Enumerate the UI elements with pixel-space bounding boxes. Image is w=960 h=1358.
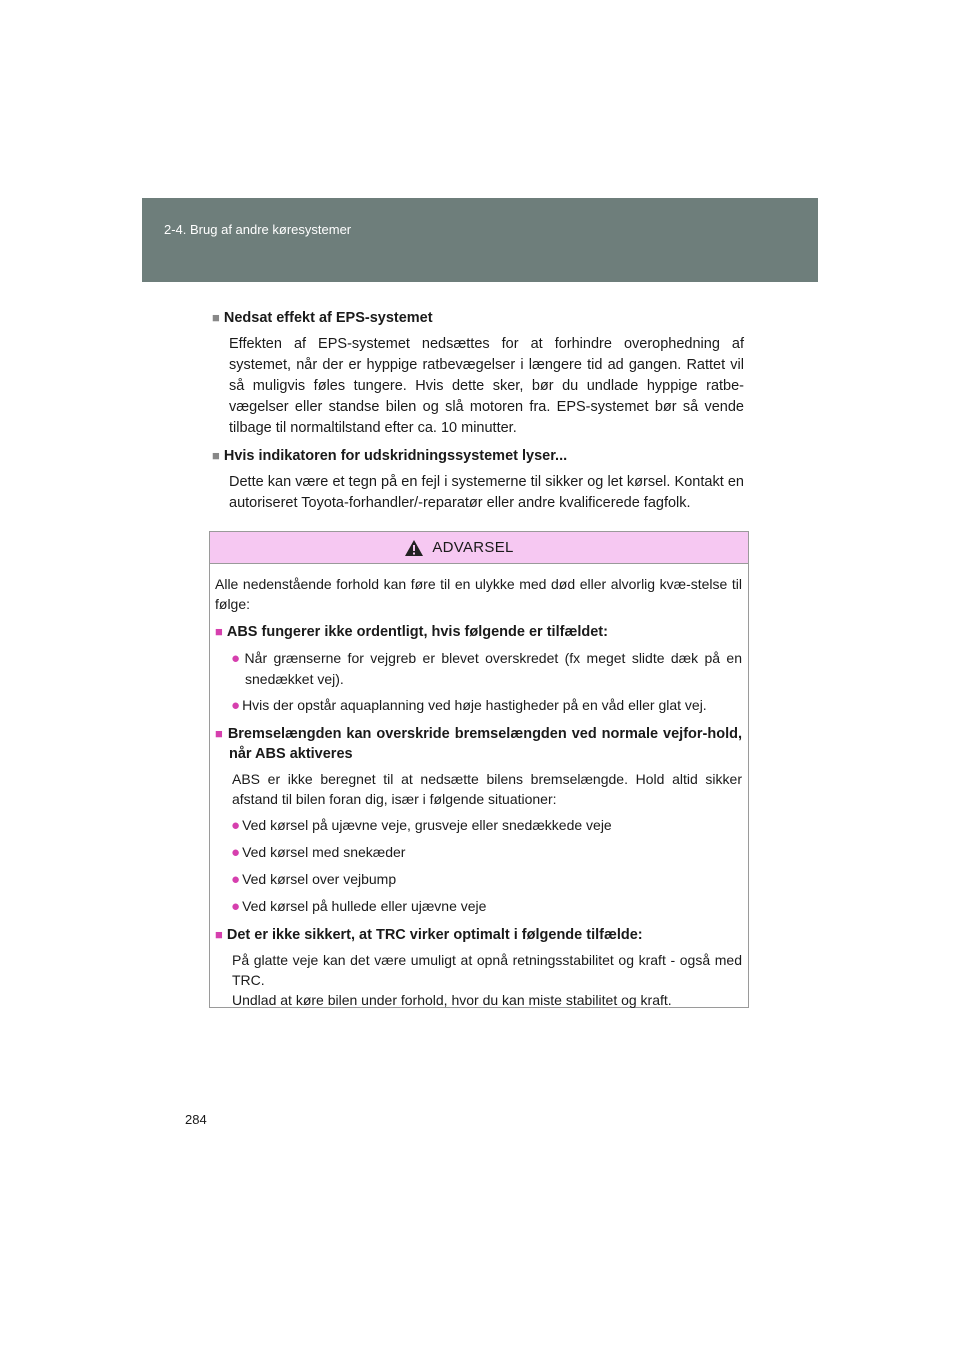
round-bullet-icon: ● (231, 817, 241, 834)
warning-triangle-icon (404, 539, 424, 557)
chapter-header (142, 198, 818, 282)
square-bullet-icon: ■ (212, 310, 220, 325)
round-bullet-icon: ● (231, 844, 241, 861)
list-item: ● Hvis der opstår aquaplanning ved høje hastigheder på en våd eller glat vej. (231, 697, 707, 714)
section-heading: ■ Nedsat effekt af EPS-systemet (212, 310, 433, 326)
list-item: ● Når grænserne for vejgreb er blevet overskredet (fx meget slidte dæk på en snedækket vej). (231, 650, 742, 687)
square-bullet-icon: ■ (215, 726, 224, 741)
main-content (212, 307, 744, 514)
list-item: ● Ved kørsel på ujævne veje, grusveje eller snedækkede veje (231, 817, 612, 834)
warning-text: På glatte veje kan det være umuligt at opnå retningsstabilitet og kraft - også med TRC. Undlad at køre bilen under forhold, hvor du kan miste stabilitet og kraft. (232, 952, 742, 1008)
warning-body (210, 564, 748, 1010)
warning-label: ADVARSEL (432, 539, 514, 556)
warning-box (209, 531, 749, 1008)
chapter-title: 2-4. Brug af andre køresystemer (164, 222, 352, 237)
square-bullet-icon: ■ (215, 624, 223, 639)
round-bullet-icon: ● (231, 898, 241, 915)
warning-header (210, 532, 748, 564)
page-number: 284 (185, 1112, 207, 1127)
list-item: ● Ved kørsel med snekæder (231, 844, 406, 861)
round-bullet-icon: ● (231, 697, 241, 714)
round-bullet-icon: ● (231, 871, 241, 888)
section-text: Dette kan være et tegn på en fejl i systemerne til sikker og let kørsel. Kontakt en autoriseret Toyota-forhandler/-reparatør eller andre kvalificerede fagfolk. (229, 474, 744, 511)
round-bullet-icon: ● (231, 650, 243, 667)
square-bullet-icon: ■ (215, 927, 223, 942)
warning-heading: ■ Det er ikke sikkert, at TRC virker optimalt i følgende tilfælde: (215, 927, 643, 943)
warning-intro: Alle nedenstående forhold kan føre til en ulykke med død eller alvorlig kvæ-stelse til følge: (215, 576, 742, 612)
list-item: ● Ved kørsel over vejbump (231, 871, 397, 888)
section-text: Effekten af EPS-systemet nedsættes for at forhindre overophedning af systemet, når der er hyppige ratbevægelser i længere tid ad gangen. Rattet vil så muligvis føles tungere. Hvis dette sker, bør du undlade hyppige ratbe-vægelser eller standse bilen og slå motoren fra. EPS-systemet bør så vende tilbage til normaltilstand efter ca. 10 minutter. (229, 336, 744, 436)
warning-heading: ■ Bremselængden kan overskride bremselængden ved normale vejfor-hold, når ABS aktiveres (215, 726, 742, 762)
warning-text: ABS er ikke beregnet til at nedsætte bilens bremselængde. Hold altid sikker afstand til bilen foran dig, især i følgende situationer: (232, 771, 742, 807)
square-bullet-icon: ■ (212, 448, 220, 463)
section-heading: ■ Hvis indikatoren for udskridningssystemet lyser... (212, 448, 568, 464)
list-item: ● Ved kørsel på hullede eller ujævne veje (231, 898, 487, 915)
warning-heading: ■ ABS fungerer ikke ordentligt, hvis følgende er tilfældet: (215, 624, 608, 640)
